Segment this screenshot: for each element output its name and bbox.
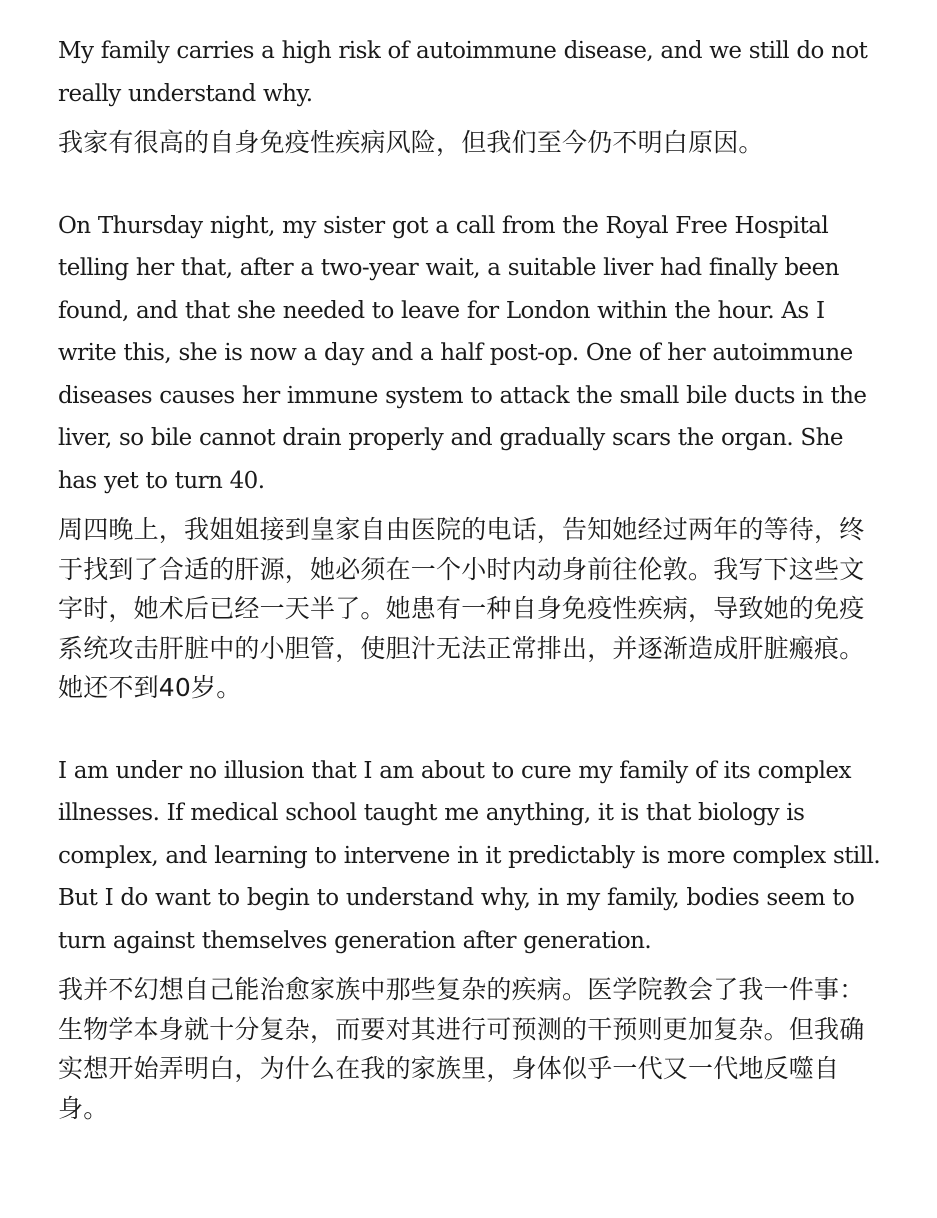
paragraph-1-chinese: 我家有很高的自身免疫性疾病风险，但我们至今仍不明白原因。 [58, 128, 764, 157]
paragraph-divider-space [58, 163, 888, 205]
paragraph-divider-space [58, 708, 888, 750]
spacer [58, 502, 888, 510]
paragraph-3-chinese: 我并不幻想自己能治愈家族中那些复杂的疾病。医学院教会了我一件事：生物学本身就十分复杂，而要对其进行可预测的干预则更加复杂。但我确实想开始弄明白，为什么在我的家族里，身体似乎一代又一代地反噬自身。 [58, 975, 865, 1123]
paragraph-2-chinese: 周四晚上，我姐姐接到皇家自由医院的电话，告知她经过两年的等待，终于找到了合适的肝源，她必须在一个小时内动身前往伦敦。我写下这些文字时，她术后已经一天半了。她患有一种自身免疫性疾病，导致她的免疫系统攻击肝脏中的小胆管，使胆汁无法正常排出，并逐渐造成肝脏瘢痕。她还不到40岁。 [58, 515, 865, 702]
article-body [58, 30, 888, 1128]
paragraph-2-english: On Thursday night, my sister got a call from the Royal Free Hospital telling her that, after a two-year wait, a suitable liver had finally been found, and that she needed to leave for London within the hour. As I write this, she is now a day and a half post-op. One of her autoimmune diseases causes her immune system to attack the small bile ducts in the liver, so bile cannot drain properly and gradually scars the organ. She has yet to turn 40. [58, 212, 867, 494]
paragraph-1-english: My family carries a high risk of autoimmune disease, and we still do not really understand why. [58, 38, 868, 107]
spacer [58, 115, 888, 123]
paragraph-3-english: I am under no illusion that I am about to cure my family of its complex illnesses. If medical school taught me anything, it is that biology is complex, and learning to intervene in it predictably is more complex still. But I do want to begin to understand why, in my family, bodies seem to turn against themselves generation after generation. [58, 757, 881, 954]
spacer [58, 962, 888, 970]
